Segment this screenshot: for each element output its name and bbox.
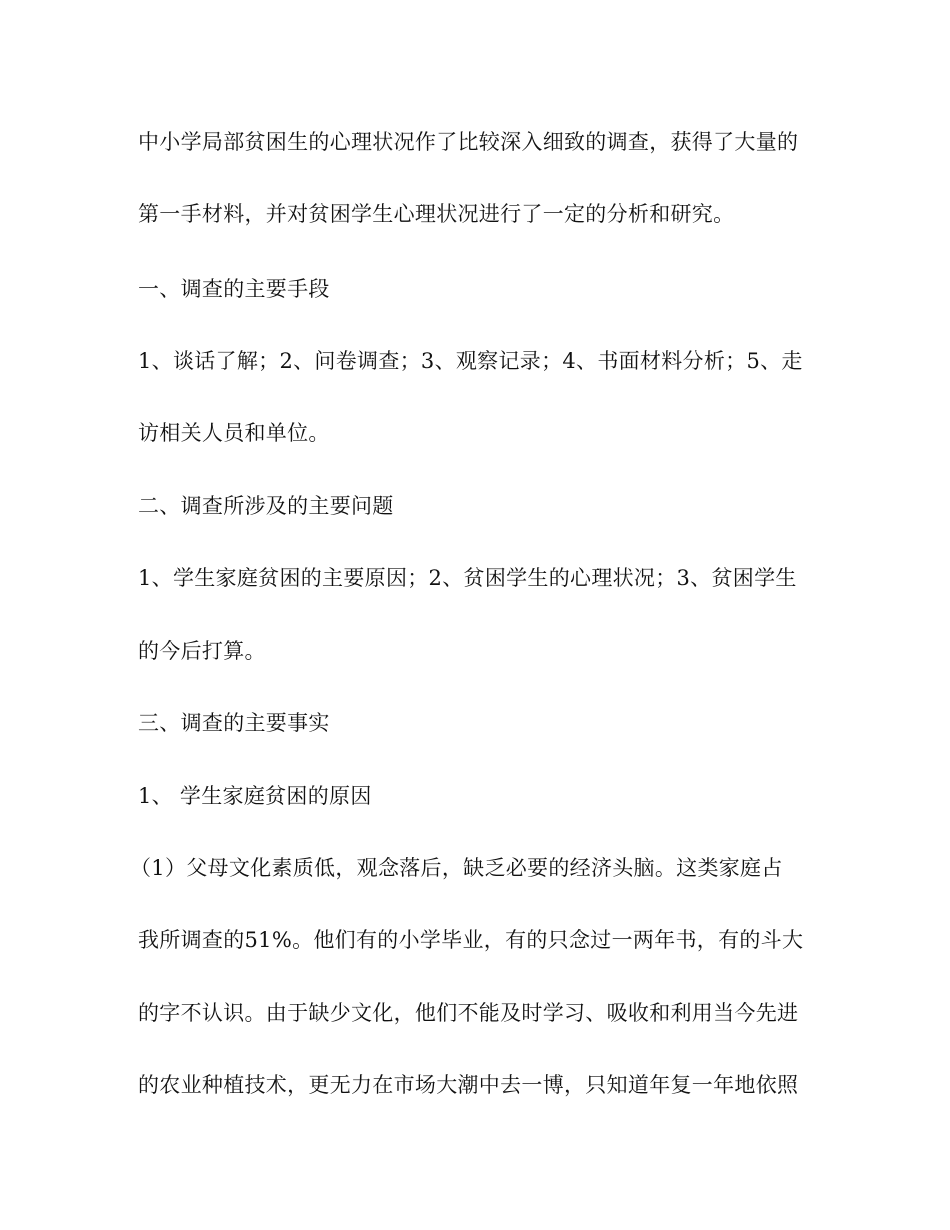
paragraph-line-4: 访相关人员和单位。: [138, 421, 330, 445]
section-heading-2: 二、调查所涉及的主要问题: [138, 494, 394, 518]
paragraph-line-5: 1、学生家庭贫困的主要原因；2、贫困学生的心理状况；3、贫困学生: [138, 566, 797, 590]
subsection-heading-1: 1、 学生家庭贫困的原因: [138, 784, 372, 808]
paragraph-line-8: 我所调查的51%。他们有的小学毕业，有的只念过一两年书，有的斗大: [138, 928, 804, 952]
paragraph-line-3: 1、谈话了解；2、问卷调查；3、观察记录；4、书面材料分析；5、走: [138, 349, 803, 373]
paragraph-line-9: 的字不认识。由于缺少文化，他们不能及时学习、吸收和利用当今先进: [138, 1001, 799, 1025]
paragraph-line-10: 的农业种植技术，更无力在市场大潮中去一博，只知道年复一年地依照: [138, 1073, 799, 1097]
paragraph-line-1: 中小学局部贫困生的心理状况作了比较深入细致的调查，获得了大量的: [138, 130, 799, 154]
paragraph-line-2: 第一手材料，并对贫困学生心理状况进行了一定的分析和研究。: [138, 202, 735, 226]
section-heading-3: 三、调查的主要事实: [138, 711, 330, 735]
section-heading-1: 一、调查的主要手段: [138, 277, 330, 301]
paragraph-line-7: （1）父母文化素质低，观念落后，缺乏必要的经济头脑。这类家庭占: [130, 856, 783, 880]
paragraph-line-6: 的今后打算。: [138, 639, 266, 663]
